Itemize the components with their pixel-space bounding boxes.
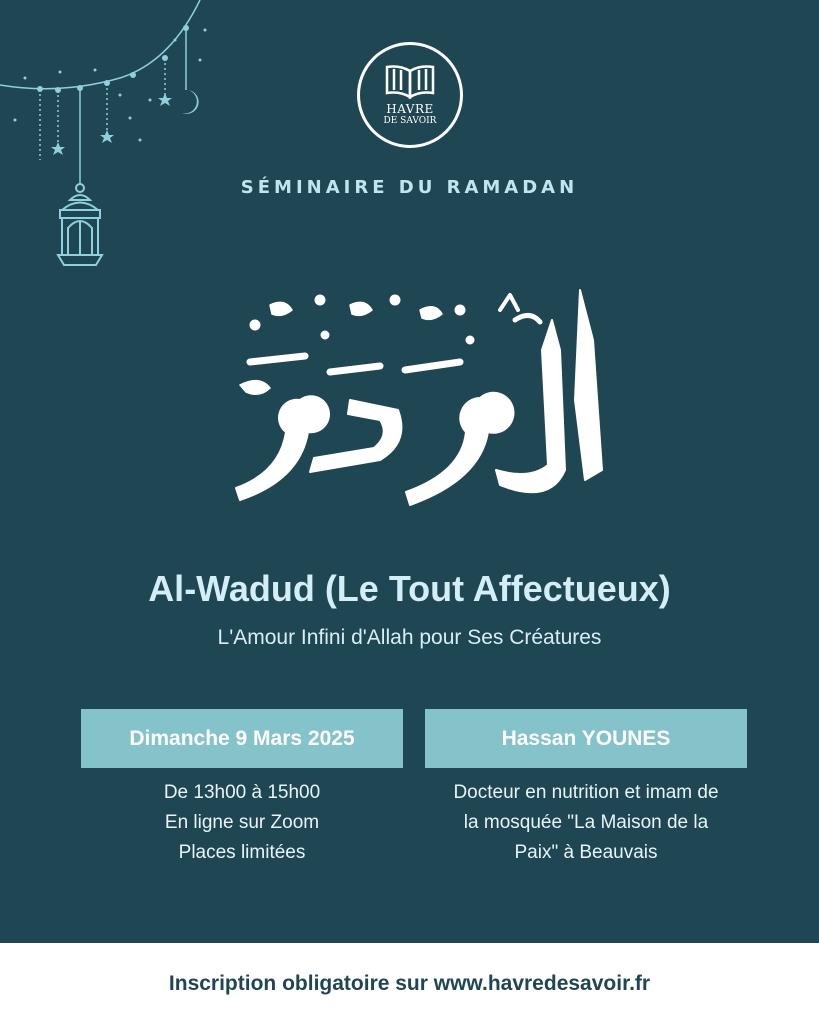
seminar-heading: SÉMINAIRE DU RAMADAN [240,177,579,198]
logo-text-line1: HAVRE [386,102,434,116]
page-subtitle: L'Amour Infini d'Allah pour Ses Créatures [217,626,602,649]
event-location: En ligne sur Zoom [164,812,320,833]
crescent-moon-icon [182,90,199,114]
speaker-bio-line: Docteur en nutrition et imam de [453,782,719,803]
registration-text: Inscription obligatoire sur www.havredesavoir.fr [168,971,651,995]
footer [0,943,819,1024]
page-title: Al-Wadud (Le Tout Affectueux) [148,568,671,609]
havre-de-savoir-logo [357,42,463,148]
star-icon [100,130,114,143]
event-capacity: Places limitées [178,842,306,863]
open-book-icon [384,59,436,101]
event-time: De 13h00 à 15h00 [163,782,321,803]
al-wadud-calligraphy [230,280,610,520]
star-icon [51,142,65,155]
event-details [81,778,403,868]
logo-text-line2: DE SAVOIR [383,116,437,126]
date-box: Dimanche 9 Mars 2025 [81,709,403,768]
speaker-bio-line: la mosquée "La Maison de la [463,812,709,833]
ramadan-decoration [0,0,240,290]
star-icon [158,93,172,106]
speaker-bio-line: Paix" à Beauvais [514,842,658,863]
speaker-bio [420,778,752,868]
speaker-name-box: Hassan YOUNES [425,709,747,768]
